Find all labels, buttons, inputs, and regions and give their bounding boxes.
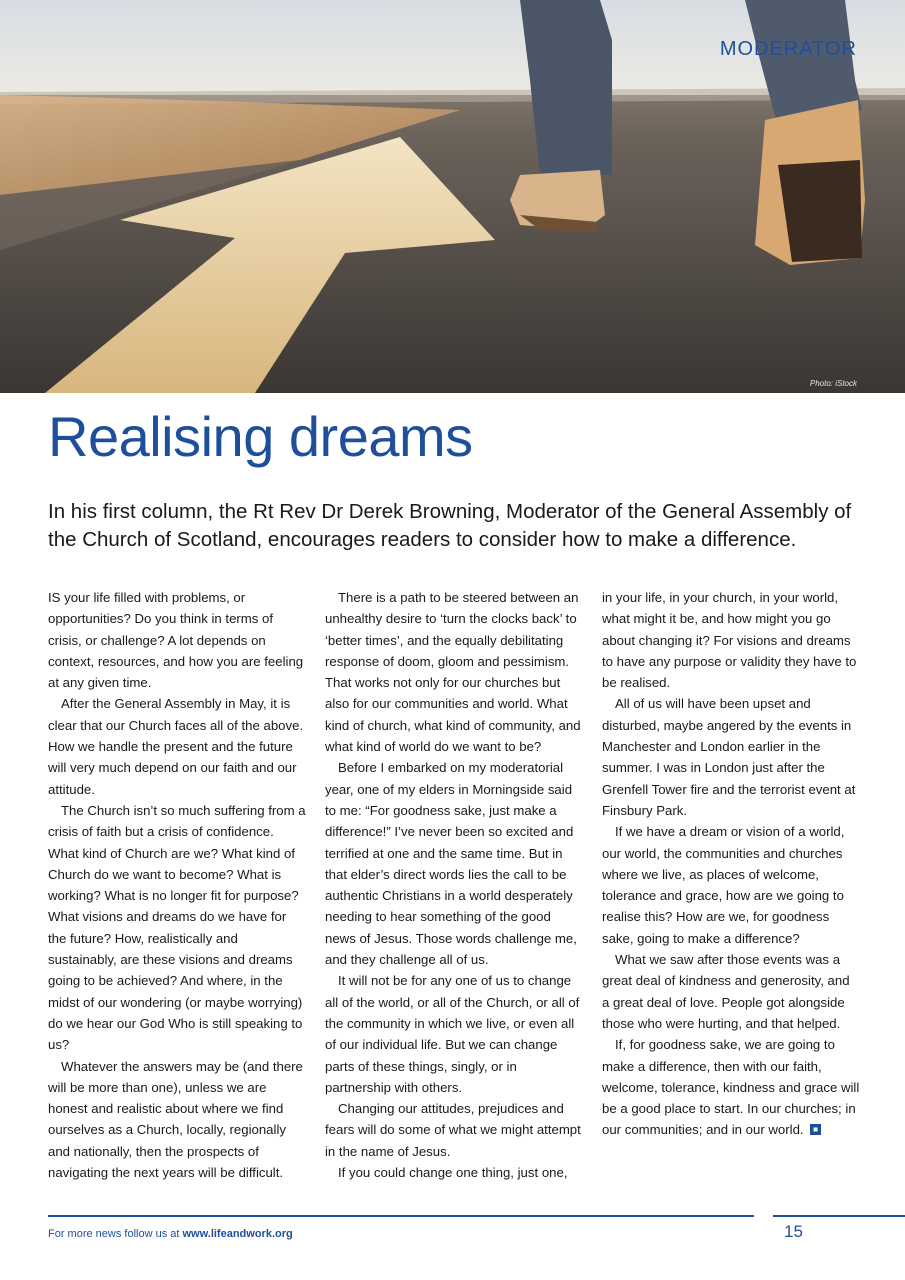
paragraph-with-endmark (602, 1034, 860, 1140)
footer-follow-text: For more news follow us at (48, 1228, 183, 1240)
body-column-3 (602, 587, 860, 1141)
paragraph: If you could change one thing, just one, (338, 1165, 568, 1181)
paragraph: What we saw after those events was a great deal of kindness and generosity, and a great deal of love. People got alongside those who were hurting, and that helped. (602, 952, 850, 1031)
footer-follow (48, 1228, 293, 1240)
paragraph: Changing our attitudes, prejudices and fears will do some of what we might attempt in the name of Jesus. (325, 1101, 581, 1159)
footer-rule-right (773, 1215, 905, 1217)
paragraph: After the General Assembly in May, it is clear that our Church faces all of the above. How we handle the present and the future will very much depend on our faith and our attitude. (48, 696, 304, 797)
end-of-article-icon (810, 1124, 821, 1135)
body-column-1 (48, 587, 306, 1183)
hero-photo (0, 0, 905, 393)
footer-rule (48, 1215, 754, 1217)
paragraph: If we have a dream or vision of a world, our world, the communities and churches where we live, as places of welcome, tolerance and grace, how are we going to realise this? How are we, for goodness sake, going to make a difference? (602, 824, 845, 946)
paragraph: There is a path to be steered between an unhealthy desire to ‘turn the clocks back’ to ‘better times’, and the equally debilitating response of doom, gloom and pessimism. That works not only for our churches but also for our communities and world. What kind of church, what kind of community, and what kind of world do we want to be? (325, 590, 581, 755)
page-number: 15 (784, 1222, 803, 1241)
body-column-2 (325, 587, 583, 1183)
article-standfirst: In his first column, the Rt Rev Dr Derek Browning, Moderator of the General Assembly of the Church of Scotland, encourages readers to consider how to make a difference. (48, 500, 852, 551)
paragraph: It will not be for any one of us to change all of the world, or all of the Church, or all of the community in which we live, or even all of our individual life. But we can change parts of these things, singly, or in partnership with others. (325, 973, 580, 1095)
paragraph: Whatever the answers may be (and there will be more than one), unless we are honest and realistic about where we find ourselves as a Church, locally, regionally and nationally, then the prospects of navigating the next years will be difficult. (48, 1058, 303, 1181)
paragraph: All of us will have been upset and disturbed, maybe angered by the events in Manchester and London earlier in the summer. I was in London just after the Grenfell Tower fire and the terrorist event at Finsbury Park. (602, 696, 856, 818)
photo-credit: Photo: iStock (809, 379, 857, 388)
paragraph: IS your life filled with problems, or opportunities? Do you think in terms of crisis, or challenge? A lot depends on context, resources, and how you are feeling at any given time. (48, 590, 304, 691)
paragraph: The Church isn’t so much suffering from a crisis of faith but a crisis of confidence. What kind of Church are we? What kind of Church do we want to become? What is working? What is no longer fit for purpose? What visions and dreams do we have for the future? How, realistically and sustainably, are these visions and dreams going to be achieved? And where, in the midst of our wondering (or maybe worrying) do we hear our God Who is still speaking to us? (48, 802, 306, 1053)
section-label: MODERATOR (719, 38, 857, 60)
footer-url-link[interactable]: www.lifeandwork.org (182, 1228, 293, 1240)
paragraph-text: If, for goodness sake, we are going to make a difference, then with our faith, welcome, tolerance, kindness and grace will be a good place to start. In our churches; in our communities; and in our world. (602, 1037, 860, 1138)
paragraph: in your life, in your church, in your world, what might it be, and how might you go about changing it? For visions and dreams to have any purpose or validity they have to be realised. (602, 590, 857, 691)
paragraph: Before I embarked on my moderatorial year, one of my elders in Morningside said to me: “For goodness sake, just make a difference!” I’ve never been so excited and terrified at one and the same time. But in that elder’s direct words lies the call to be authentic Christians in a world desperately needing to hear something of the good news of Jesus. Those words challenge me, and they challenge all of us. (325, 760, 577, 968)
article-title: Realising dreams (48, 405, 473, 468)
